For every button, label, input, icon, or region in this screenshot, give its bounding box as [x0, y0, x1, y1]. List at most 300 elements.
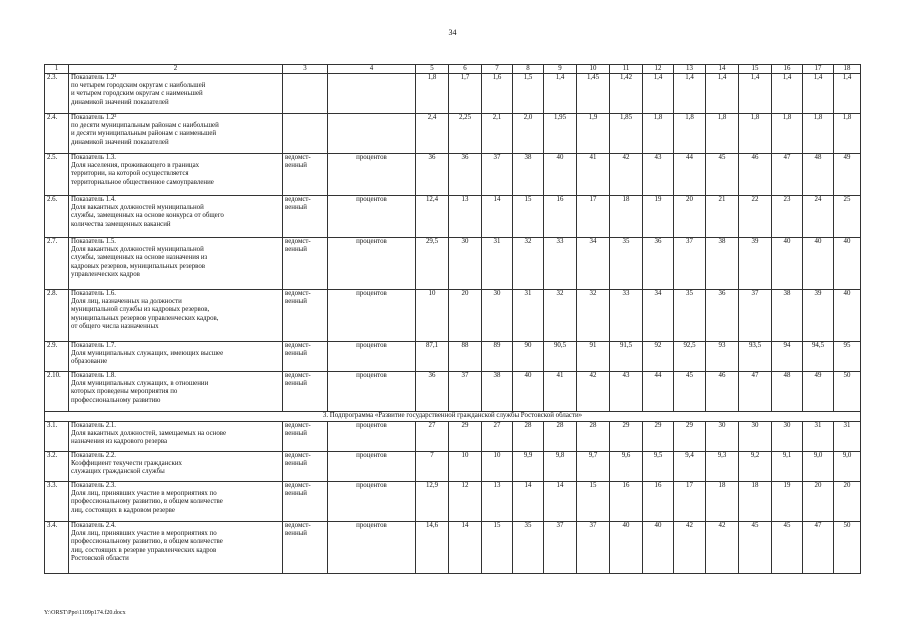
indicator-value: 90 — [513, 342, 544, 372]
indicator-name-line: территориальное общественное самоуправление — [71, 178, 214, 186]
data-source-line: ведомст- — [285, 452, 311, 459]
indicator-value: 29 — [643, 422, 674, 452]
data-source-line: венный — [285, 204, 307, 212]
indicator-value: 36 — [416, 154, 449, 196]
data-source-line: ведомст- — [285, 154, 311, 161]
table-row — [45, 154, 861, 196]
table-row — [45, 196, 861, 238]
data-source-line: венный — [285, 460, 307, 468]
indicator-value: 40 — [544, 154, 577, 196]
table-row — [45, 114, 861, 154]
indicator-value: 42 — [577, 372, 610, 412]
indicator-value: 1,8 — [416, 74, 449, 114]
indicator-value: 9,6 — [610, 452, 643, 482]
indicator-value: 34 — [577, 238, 610, 290]
indicator-value: 92 — [643, 342, 674, 372]
data-source-line: венный — [285, 350, 307, 358]
indicator-value: 23 — [772, 196, 803, 238]
indicator-value: 1,4 — [674, 74, 706, 114]
indicator-value: 1,4 — [643, 74, 674, 114]
indicator-value: 46 — [706, 372, 739, 412]
indicator-value: 28 — [577, 422, 610, 452]
indicator-value: 20 — [803, 482, 834, 522]
indicator-value: 45 — [739, 522, 772, 574]
indicator-name-line: профессиональному развитию, в общем количестве — [71, 498, 223, 506]
indicator-value: 28 — [513, 422, 544, 452]
indicator-name-line: Доля вакантных должностей, замещаемых на основе — [71, 430, 227, 438]
indicator-name-line: Доля лиц, принявших участие в мероприятиях по — [71, 490, 217, 498]
indicator-value: 15 — [513, 196, 544, 238]
indicator-value: 9,0 — [834, 452, 861, 482]
indicator-name-line: Доля населения, проживающего в границах — [71, 162, 200, 170]
indicator-name-line: образование — [71, 358, 108, 366]
indicator-name — [69, 238, 283, 290]
indicator-name-line: Показатель 1.8. — [71, 372, 117, 379]
indicator-value: 1,8 — [772, 114, 803, 154]
indicator-value: 36 — [706, 290, 739, 342]
indicator-name — [69, 522, 283, 574]
indicator-value: 36 — [449, 154, 482, 196]
column-number-cell: 7 — [482, 65, 513, 74]
indicator-name-line: Доля лиц, назначенных на должности — [71, 298, 182, 306]
indicator-value: 41 — [544, 372, 577, 412]
page-number: 34 — [448, 28, 457, 37]
indicator-value: 10 — [482, 452, 513, 482]
column-number-cell: 13 — [674, 65, 706, 74]
indicator-value: 28 — [544, 422, 577, 452]
indicator-value: 9,2 — [739, 452, 772, 482]
indicator-value: 2,1 — [482, 114, 513, 154]
data-source-line: венный — [285, 490, 307, 498]
indicator-value: 35 — [674, 290, 706, 342]
indicator-name-line: кадровых резервов, муниципальных резервов — [71, 262, 206, 270]
row-number: 3.4. — [45, 522, 69, 574]
unit-of-measure: процентов — [328, 342, 416, 372]
indicator-name-line: Доля вакантных должностей муниципальной — [71, 204, 204, 212]
indicator-value: 2,0 — [513, 114, 544, 154]
indicator-value: 16 — [610, 482, 643, 522]
data-source-line: венный — [285, 530, 307, 538]
indicator-value: 31 — [834, 422, 861, 452]
indicator-value: 27 — [482, 422, 513, 452]
indicator-value: 88 — [449, 342, 482, 372]
indicator-value: 29 — [610, 422, 643, 452]
unit-of-measure: процентов — [328, 290, 416, 342]
table-row — [45, 342, 861, 372]
unit-of-measure: процентов — [328, 522, 416, 574]
indicator-value: 94,5 — [803, 342, 834, 372]
table-row — [45, 238, 861, 290]
indicator-value: 12,9 — [416, 482, 449, 522]
unit-of-measure: процентов — [328, 482, 416, 522]
column-number-cell: 4 — [328, 65, 416, 74]
indicator-name-line: Доля лиц, принявших участие в мероприятиях по — [71, 530, 217, 538]
table-row — [45, 290, 861, 342]
indicator-name-line: Показатель 1.7. — [71, 342, 117, 349]
unit-of-measure: процентов — [328, 452, 416, 482]
indicator-value: 95 — [834, 342, 861, 372]
table-row — [45, 522, 861, 574]
indicator-value: 40 — [772, 238, 803, 290]
indicator-name-line: Показатель 2.4. — [71, 522, 117, 529]
indicator-name-line: по десяти муниципальным районам с наибольшей — [71, 122, 219, 130]
indicator-value: 16 — [643, 482, 674, 522]
indicator-value: 1,95 — [544, 114, 577, 154]
indicator-value: 40 — [643, 522, 674, 574]
indicator-value: 91 — [577, 342, 610, 372]
data-source — [283, 422, 328, 452]
indicator-value: 9,8 — [544, 452, 577, 482]
indicator-value: 1,4 — [803, 74, 834, 114]
indicator-value: 34 — [643, 290, 674, 342]
indicators-table — [44, 64, 861, 574]
indicator-name-line: Показатель 2.2. — [71, 452, 117, 459]
indicator-name — [69, 452, 283, 482]
indicator-value: 45 — [772, 522, 803, 574]
indicator-value: 43 — [643, 154, 674, 196]
indicator-value: 42 — [674, 522, 706, 574]
indicator-value: 13 — [482, 482, 513, 522]
indicator-value: 37 — [674, 238, 706, 290]
data-source-line: венный — [285, 298, 307, 306]
data-source — [283, 114, 328, 154]
indicator-value: 14,6 — [416, 522, 449, 574]
indicator-value: 7 — [416, 452, 449, 482]
indicator-value: 32 — [513, 238, 544, 290]
indicator-value: 32 — [544, 290, 577, 342]
indicator-name-line: Показатель 1.2¹ — [71, 74, 117, 81]
indicator-value: 31 — [513, 290, 544, 342]
indicator-value: 93 — [706, 342, 739, 372]
indicator-value: 14 — [482, 196, 513, 238]
indicator-name-line: управленческих кадров — [71, 270, 140, 278]
indicator-value: 40 — [610, 522, 643, 574]
indicator-name — [69, 422, 283, 452]
indicator-value: 10 — [449, 452, 482, 482]
indicator-value: 1,8 — [674, 114, 706, 154]
table-body — [45, 65, 861, 574]
indicator-value: 40 — [513, 372, 544, 412]
indicator-value: 39 — [803, 290, 834, 342]
indicator-value: 19 — [772, 482, 803, 522]
indicator-value: 15 — [577, 482, 610, 522]
data-source-line: венный — [285, 162, 307, 170]
data-source — [283, 196, 328, 238]
row-number: 2.6. — [45, 196, 69, 238]
indicator-value: 41 — [577, 154, 610, 196]
column-number-cell: 8 — [513, 65, 544, 74]
row-number: 2.4. — [45, 114, 69, 154]
indicator-name-line: муниципальных резервов управленческих кадров, — [71, 314, 219, 322]
indicator-value: 37 — [577, 522, 610, 574]
indicator-value: 48 — [803, 154, 834, 196]
indicator-name — [69, 74, 283, 114]
unit-of-measure: процентов — [328, 196, 416, 238]
indicator-value: 1,7 — [449, 74, 482, 114]
indicator-value: 1,8 — [643, 114, 674, 154]
table-row — [45, 422, 861, 452]
data-source-line: ведомст- — [285, 482, 311, 489]
data-source-line: ведомст- — [285, 342, 311, 349]
column-number-cell: 1 — [45, 65, 69, 74]
data-source-line: ведомст- — [285, 290, 311, 297]
data-source — [283, 342, 328, 372]
file-path-footer: Y:\ORST\Ppo\1109p174.f20.docx — [44, 610, 126, 616]
data-source-line: венный — [285, 380, 307, 388]
indicator-value: 10 — [416, 290, 449, 342]
indicator-name-line: Показатель 1.6. — [71, 290, 117, 297]
indicator-value: 89 — [482, 342, 513, 372]
column-number-cell: 2 — [69, 65, 283, 74]
indicator-value: 45 — [706, 154, 739, 196]
row-number: 2.10. — [45, 372, 69, 412]
indicator-value: 37 — [449, 372, 482, 412]
section-title: 3. Подпрограмма «Развитие государственной гражданской службы Ростовской области» — [45, 412, 861, 422]
indicator-name-line: лиц, состоящих в резерве управленческих кадров — [71, 546, 217, 554]
unit-of-measure: процентов — [328, 372, 416, 412]
indicator-name-line: муниципальной службы из кадровых резервов, — [71, 306, 210, 314]
indicator-name-line: и четырем городским округам с наименьшей — [71, 90, 203, 98]
data-source-line: ведомст- — [285, 372, 311, 379]
indicator-name-line: Показатель 2.3. — [71, 482, 117, 489]
row-number: 3.2. — [45, 452, 69, 482]
indicator-name-line: Показатель 1.2² — [71, 114, 117, 121]
indicator-value: 49 — [803, 372, 834, 412]
indicator-value: 38 — [482, 372, 513, 412]
indicator-value: 14 — [544, 482, 577, 522]
indicator-name-line: Доля муниципальных служащих, имеющих высшее — [71, 350, 224, 358]
indicator-name-line: служащих гражданской службы — [71, 468, 165, 476]
indicator-value: 37 — [482, 154, 513, 196]
indicator-name — [69, 290, 283, 342]
indicator-value: 93,5 — [739, 342, 772, 372]
indicator-name-line: от общего числа назначенных — [71, 322, 159, 330]
data-source-line: венный — [285, 430, 307, 438]
column-number-cell: 17 — [803, 65, 834, 74]
indicator-value: 1,8 — [834, 114, 861, 154]
data-source — [283, 452, 328, 482]
indicator-value: 19 — [643, 196, 674, 238]
indicator-value: 1,4 — [739, 74, 772, 114]
indicator-value: 94 — [772, 342, 803, 372]
indicator-value: 12 — [449, 482, 482, 522]
indicator-value: 1,4 — [544, 74, 577, 114]
indicator-name-line: Показатель 1.5. — [71, 238, 117, 245]
indicator-value: 29 — [449, 422, 482, 452]
indicator-value: 45 — [674, 372, 706, 412]
indicator-value: 30 — [706, 422, 739, 452]
indicator-name-line: количества замещенных вакансий — [71, 220, 171, 228]
row-number: 2.7. — [45, 238, 69, 290]
unit-of-measure — [328, 114, 416, 154]
row-number: 2.9. — [45, 342, 69, 372]
data-source — [283, 154, 328, 196]
indicator-name-line: Показатель 1.3. — [71, 154, 117, 161]
indicator-value: 13 — [449, 196, 482, 238]
row-number: 2.3. — [45, 74, 69, 114]
unit-of-measure: процентов — [328, 238, 416, 290]
indicator-value: 1,9 — [577, 114, 610, 154]
data-source — [283, 238, 328, 290]
indicator-value: 27 — [416, 422, 449, 452]
indicator-value: 17 — [674, 482, 706, 522]
indicator-value: 44 — [674, 154, 706, 196]
indicator-value: 18 — [739, 482, 772, 522]
indicator-value: 49 — [834, 154, 861, 196]
indicator-value: 40 — [803, 238, 834, 290]
indicator-value: 33 — [610, 290, 643, 342]
indicator-value: 47 — [803, 522, 834, 574]
indicator-value: 14 — [449, 522, 482, 574]
indicator-value: 9,0 — [803, 452, 834, 482]
indicator-value: 9,3 — [706, 452, 739, 482]
indicator-value: 36 — [643, 238, 674, 290]
indicator-value: 9,1 — [772, 452, 803, 482]
column-number-cell: 10 — [577, 65, 610, 74]
indicator-value: 36 — [416, 372, 449, 412]
indicator-name — [69, 196, 283, 238]
indicator-value: 18 — [706, 482, 739, 522]
table-row — [45, 372, 861, 412]
indicator-value: 38 — [772, 290, 803, 342]
indicator-value: 1,85 — [610, 114, 643, 154]
indicator-name — [69, 154, 283, 196]
indicator-value: 35 — [513, 522, 544, 574]
indicator-name — [69, 482, 283, 522]
data-source — [283, 372, 328, 412]
indicator-name-line: Доля муниципальных служащих, в отношении — [71, 380, 209, 388]
indicator-value: 24 — [803, 196, 834, 238]
indicator-value: 47 — [772, 154, 803, 196]
data-source-line: ведомст- — [285, 522, 311, 529]
indicator-value: 17 — [577, 196, 610, 238]
column-number-cell: 14 — [706, 65, 739, 74]
table-row — [45, 74, 861, 114]
indicator-value: 47 — [739, 372, 772, 412]
indicator-value: 25 — [834, 196, 861, 238]
indicator-value: 16 — [544, 196, 577, 238]
indicator-name-line: службы, замещенных на основе конкурса от общего — [71, 212, 224, 220]
indicator-name-line: службы, замещенных на основе назначения из — [71, 254, 208, 262]
indicator-value: 9,4 — [674, 452, 706, 482]
column-number-cell: 11 — [610, 65, 643, 74]
indicator-value: 29 — [674, 422, 706, 452]
indicator-value: 38 — [513, 154, 544, 196]
indicator-value: 1,8 — [706, 114, 739, 154]
indicator-value: 1,42 — [610, 74, 643, 114]
indicator-value: 35 — [610, 238, 643, 290]
indicator-value: 32 — [577, 290, 610, 342]
indicator-value: 30 — [449, 238, 482, 290]
indicator-value: 40 — [834, 238, 861, 290]
unit-of-measure: процентов — [328, 422, 416, 452]
data-source-line: ведомст- — [285, 422, 311, 429]
indicator-name — [69, 114, 283, 154]
indicator-value: 12,4 — [416, 196, 449, 238]
indicator-value: 50 — [834, 522, 861, 574]
indicator-value: 9,5 — [643, 452, 674, 482]
indicator-name-line: Показатель 2.1. — [71, 422, 117, 429]
indicator-value: 1,6 — [482, 74, 513, 114]
indicator-name-line: Показатель 1.4. — [71, 196, 117, 203]
indicator-name-line: Доля вакантных должностей муниципальной — [71, 246, 204, 254]
indicator-value: 1,8 — [739, 114, 772, 154]
data-source — [283, 482, 328, 522]
row-number: 2.5. — [45, 154, 69, 196]
unit-of-measure — [328, 74, 416, 114]
indicator-name-line: динамикой значений показателей — [71, 138, 169, 146]
data-source — [283, 522, 328, 574]
indicator-value: 31 — [482, 238, 513, 290]
indicator-name-line: по четырем городским округам с наибольшей — [71, 82, 206, 90]
data-source-line: венный — [285, 246, 307, 254]
data-source-line: ведомст- — [285, 238, 311, 245]
table-row — [45, 482, 861, 522]
indicator-value: 37 — [544, 522, 577, 574]
indicator-value: 38 — [706, 238, 739, 290]
indicator-value: 21 — [706, 196, 739, 238]
indicator-name-line: профессиональному развитию — [71, 396, 161, 404]
row-number: 2.8. — [45, 290, 69, 342]
column-number-cell: 15 — [739, 65, 772, 74]
indicator-name-line: территории, на которой осуществляется — [71, 170, 189, 178]
indicator-value: 43 — [610, 372, 643, 412]
indicator-value: 9,7 — [577, 452, 610, 482]
column-number-cell: 3 — [283, 65, 328, 74]
column-number-cell: 16 — [772, 65, 803, 74]
indicator-value: 1,8 — [803, 114, 834, 154]
column-number-cell: 6 — [449, 65, 482, 74]
indicator-name — [69, 372, 283, 412]
indicator-value: 30 — [482, 290, 513, 342]
unit-of-measure: процентов — [328, 154, 416, 196]
indicator-name-line: и десяти муниципальным районам с наименьшей — [71, 130, 217, 138]
column-number-cell: 12 — [643, 65, 674, 74]
indicator-value: 39 — [739, 238, 772, 290]
indicator-value: 33 — [544, 238, 577, 290]
table-row — [45, 452, 861, 482]
indicator-value: 20 — [449, 290, 482, 342]
indicator-name-line: Коэффициент текучести гражданских — [71, 460, 182, 468]
column-number-row — [45, 65, 861, 74]
indicator-value: 91,5 — [610, 342, 643, 372]
indicator-value: 1,4 — [834, 74, 861, 114]
indicator-value: 48 — [772, 372, 803, 412]
indicator-value: 31 — [803, 422, 834, 452]
indicator-value: 46 — [739, 154, 772, 196]
column-number-cell: 9 — [544, 65, 577, 74]
indicator-value: 18 — [610, 196, 643, 238]
indicator-name-line: лиц, состоящих в кадровом резерве — [71, 506, 175, 514]
indicator-value: 37 — [739, 290, 772, 342]
indicator-name-line: которых проведены мероприятия по — [71, 388, 178, 396]
column-number-cell: 5 — [416, 65, 449, 74]
indicator-value: 30 — [772, 422, 803, 452]
indicator-name — [69, 342, 283, 372]
row-number: 3.1. — [45, 422, 69, 452]
indicator-value: 20 — [674, 196, 706, 238]
indicator-value: 14 — [513, 482, 544, 522]
indicator-value: 9,9 — [513, 452, 544, 482]
data-source — [283, 74, 328, 114]
column-number-cell: 18 — [834, 65, 861, 74]
section-title-row — [45, 412, 861, 422]
indicator-name-line: Ростовской области — [71, 554, 129, 562]
data-source — [283, 290, 328, 342]
indicator-value: 40 — [834, 290, 861, 342]
indicator-value: 87,1 — [416, 342, 449, 372]
indicator-value: 2,25 — [449, 114, 482, 154]
